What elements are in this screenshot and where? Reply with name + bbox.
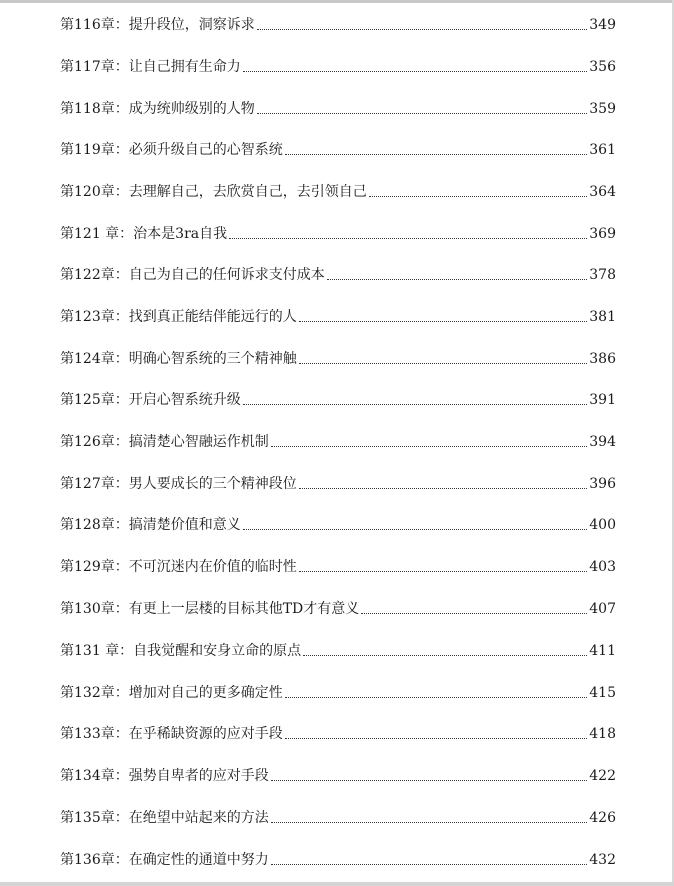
- dot-leader: [285, 153, 588, 155]
- toc-entry-title: 第127章：男人要成长的三个精神段位: [60, 476, 297, 492]
- dot-leader: [369, 195, 588, 197]
- toc-entry: [60, 801, 616, 827]
- toc-entry: [60, 592, 616, 618]
- toc-entry: [60, 300, 616, 326]
- toc-entry-title: 第119章：必须升级自己的心智系统: [60, 142, 283, 158]
- top-border: [0, 0, 674, 3]
- toc-entry-page: 426: [589, 810, 616, 826]
- toc-entry: [60, 92, 616, 118]
- toc-entry: [60, 383, 616, 409]
- dot-leader: [299, 487, 588, 489]
- toc-entry: [60, 467, 616, 493]
- bottom-border: [0, 882, 674, 886]
- toc-entry: [60, 759, 616, 785]
- dot-leader: [271, 863, 588, 865]
- toc-entry-page: 381: [589, 309, 616, 325]
- toc-entry: [60, 676, 616, 702]
- dot-leader: [361, 612, 587, 614]
- toc-entry-title: 第133章：在乎稀缺资源的应对手段: [60, 726, 283, 742]
- toc-entry-page: 349: [589, 17, 616, 33]
- toc-entry-title: 第124章：明确心智系统的三个精神触: [60, 351, 297, 367]
- dot-leader: [243, 70, 588, 72]
- toc-entry-title: 第118章：成为统帅级别的人物: [60, 101, 255, 117]
- toc-entry: [60, 717, 616, 743]
- toc-entry: [60, 217, 616, 243]
- toc-entry-page: 391: [589, 392, 616, 408]
- toc-entry-page: 415: [589, 685, 616, 701]
- toc-entry-title: 第122章：自己为自己的任何诉求支付成本: [60, 267, 325, 283]
- toc-entry-title: 第123章：找到真正能结伴能远行的人: [60, 309, 297, 325]
- toc-entry-title: 第120章：去理解自己，去欣赏自己，去引领自己: [60, 184, 367, 200]
- toc-entry: [60, 342, 616, 368]
- toc-entry-title: 第131 章：自我觉醒和安身立命的原点: [60, 643, 302, 659]
- toc-entry-page: 418: [589, 726, 616, 742]
- toc-entry-page: 386: [589, 351, 616, 367]
- dot-leader: [257, 28, 588, 30]
- toc-entry-title: 第125章：开启心智系统升级: [60, 392, 241, 408]
- toc-entry: [60, 50, 616, 76]
- toc-entry-title: 第117章：让自己拥有生命力: [60, 59, 241, 75]
- dot-leader: [271, 445, 588, 447]
- toc-entry: [60, 258, 616, 284]
- dot-leader: [299, 570, 588, 572]
- toc-entry-page: 396: [589, 476, 616, 492]
- toc-entry-page: 422: [589, 768, 616, 784]
- toc-entry-page: 356: [589, 59, 616, 75]
- toc-entry-title: 第130章：有更上一层楼的目标其他TD才有意义: [60, 601, 360, 617]
- dot-leader: [327, 278, 588, 280]
- toc-entry-page: 411: [589, 643, 616, 659]
- dot-leader: [303, 654, 587, 656]
- toc-entry-title: 第132章：增加对自己的更多确定性: [60, 685, 283, 701]
- dot-leader: [285, 737, 588, 739]
- dot-leader: [243, 403, 588, 405]
- toc-entry: [60, 133, 616, 159]
- toc-entry-title: 第116章：提升段位，洞察诉求: [60, 17, 255, 33]
- dot-leader: [299, 362, 588, 364]
- toc-entry: [60, 175, 616, 201]
- toc-entry-page: 359: [589, 101, 616, 117]
- toc-entry-page: 369: [589, 226, 616, 242]
- toc-entry: [60, 550, 616, 576]
- toc-entry-page: 361: [589, 142, 616, 158]
- toc-entry-title: 第135章：在绝望中站起来的方法: [60, 810, 269, 826]
- toc-entry: [60, 843, 616, 869]
- toc-entry-page: 400: [589, 517, 616, 533]
- toc-entry-title: 第128章：搞清楚价值和意义: [60, 517, 241, 533]
- toc-entry-page: 407: [589, 601, 616, 617]
- dot-leader: [271, 779, 588, 781]
- toc-entry-title: 第121 章：治本是3ra自我: [60, 226, 228, 242]
- dot-leader: [229, 237, 587, 239]
- toc-entry: [60, 8, 616, 34]
- toc-entry-page: 378: [589, 267, 616, 283]
- toc-entry: [60, 508, 616, 534]
- toc-entry-page: 394: [589, 434, 616, 450]
- dot-leader: [257, 112, 588, 114]
- toc-entry: [60, 425, 616, 451]
- toc-entry-title: 第134章：强势自卑者的应对手段: [60, 768, 269, 784]
- toc-entry-page: 432: [589, 852, 616, 868]
- dot-leader: [285, 696, 588, 698]
- toc-entry-title: 第126章：搞清楚心智融运作机制: [60, 434, 269, 450]
- toc-entry-title: 第136章：在确定性的通道中努力: [60, 852, 269, 868]
- dot-leader: [271, 821, 588, 823]
- toc-entry-page: 364: [589, 184, 616, 200]
- toc-entry-title: 第129章：不可沉迷内在价值的临时性: [60, 559, 297, 575]
- dot-leader: [243, 528, 588, 530]
- toc-entry: [60, 634, 616, 660]
- toc-entry-page: 403: [589, 559, 616, 575]
- dot-leader: [299, 320, 588, 322]
